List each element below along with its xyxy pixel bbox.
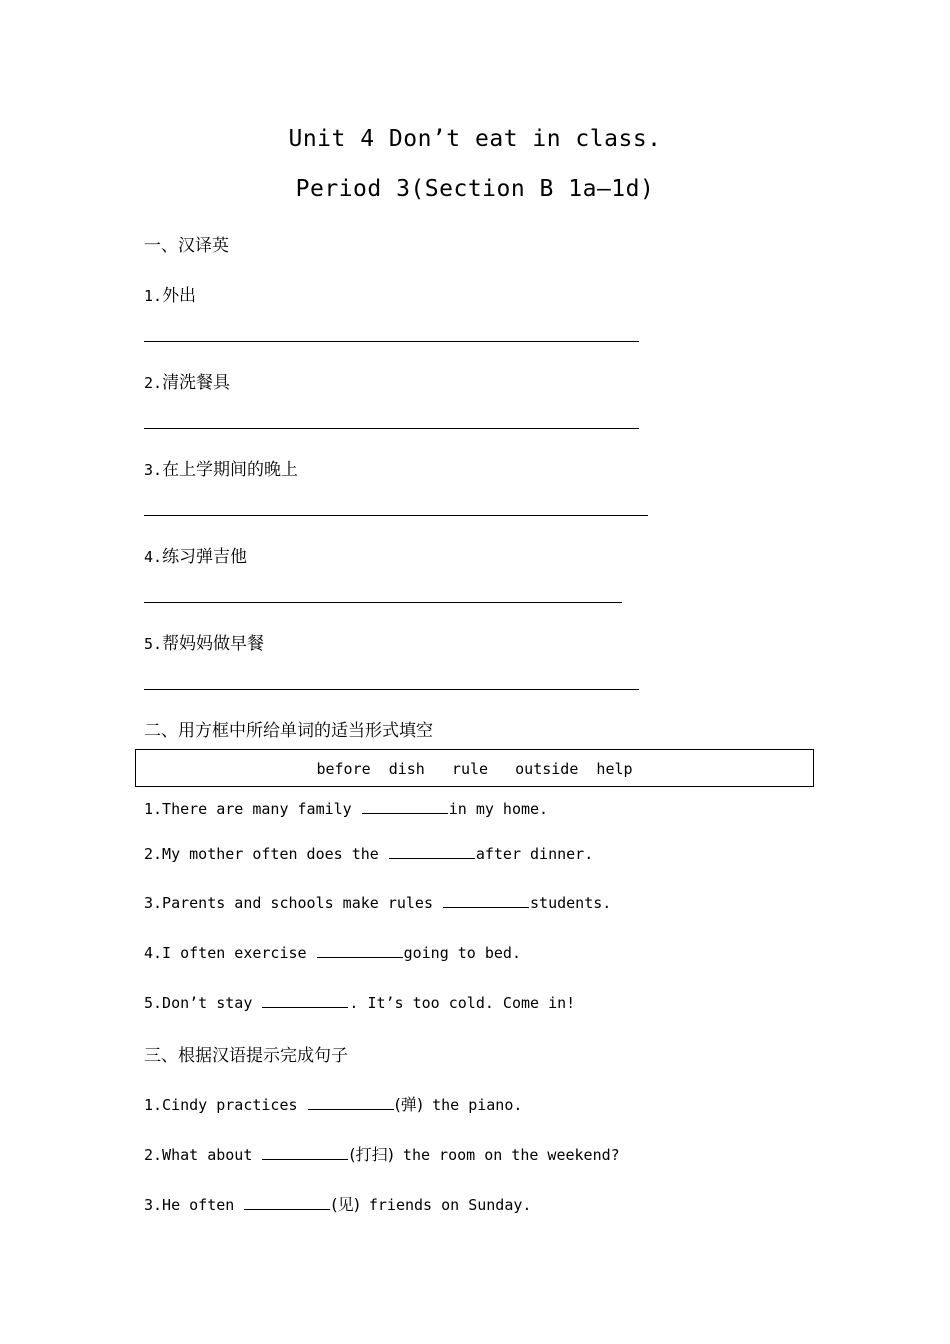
item-number: 4.: [144, 548, 163, 566]
item-number: 5.: [144, 635, 163, 653]
item-text: 外出: [162, 286, 197, 306]
sentence-end: in my home.: [448, 800, 549, 818]
section2-item-4: [144, 943, 521, 962]
section3-item-1: [144, 1092, 522, 1115]
chinese-hint: (见): [331, 1195, 360, 1214]
item-text: 在上学期间的晚上: [162, 460, 299, 480]
chinese-hint: (打扫): [349, 1145, 394, 1164]
sentence-end: friends on Sunday.: [359, 1196, 532, 1214]
fill-blank[interactable]: [262, 993, 348, 1008]
fill-blank[interactable]: [308, 1095, 394, 1110]
fill-blank[interactable]: [244, 1195, 330, 1210]
sentence-end: . It’s too cold. Come in!: [349, 994, 576, 1012]
section1-item-1: [144, 281, 196, 306]
item-text: 帮妈妈做早餐: [162, 634, 265, 654]
item-text: 清洗餐具: [162, 373, 231, 393]
section2-item-5: [144, 993, 575, 1012]
answer-line-1[interactable]: [144, 341, 639, 342]
sentence-start: 4.I often exercise: [144, 944, 316, 962]
chinese-hint: (弹): [394, 1095, 424, 1114]
section3-item-3: [144, 1192, 531, 1215]
page-title: Unit 4 Don’t eat in class.: [288, 126, 662, 152]
answer-line-2[interactable]: [144, 428, 639, 429]
fill-blank[interactable]: [262, 1145, 348, 1160]
sentence-end: the piano.: [423, 1096, 523, 1114]
fill-blank[interactable]: [443, 893, 529, 908]
sentence-end: going to bed.: [403, 944, 521, 962]
section1-heading: 一、汉译英: [144, 236, 229, 256]
item-text: 练习弹吉他: [162, 547, 248, 567]
item-number: 3.: [144, 461, 163, 479]
sentence-start: 2.What about: [144, 1146, 262, 1164]
section2-item-2: [144, 844, 593, 863]
sentence-start: 5.Don’t stay: [144, 994, 262, 1012]
fill-blank[interactable]: [317, 943, 403, 958]
section3-item-2: [144, 1142, 620, 1165]
word-box: [135, 749, 814, 787]
sentence-start: 3.He often: [144, 1196, 244, 1214]
page-subtitle: Period 3(Section B 1a—1d): [295, 176, 655, 202]
answer-line-5[interactable]: [144, 689, 639, 690]
section2-item-3: [144, 893, 611, 912]
answer-line-3[interactable]: [144, 515, 648, 516]
section2-heading: 二、用方框中所给单词的适当形式填空: [144, 721, 433, 741]
sentence-start: 2.My mother often does the: [144, 845, 388, 863]
section3-heading: 三、根据汉语提示完成句子: [144, 1046, 348, 1066]
word-box-words: before dish rule outside help: [316, 760, 633, 778]
fill-blank[interactable]: [389, 844, 475, 859]
section1-item-3: [144, 455, 298, 480]
sentence-start: 1.Cindy practices: [144, 1096, 307, 1114]
sentence-end: after dinner.: [475, 845, 594, 863]
answer-line-4[interactable]: [144, 602, 622, 603]
section1-item-4: [144, 542, 247, 567]
sentence-end: the room on the weekend?: [393, 1146, 620, 1164]
sentence-end: students.: [530, 894, 612, 912]
sentence-start: 1.There are many family: [144, 800, 361, 818]
section1-item-2: [144, 368, 230, 393]
fill-blank[interactable]: [362, 799, 448, 814]
item-number: 2.: [144, 374, 163, 392]
sentence-start: 3.Parents and schools make rules: [144, 894, 443, 912]
section2-item-1: [144, 799, 548, 818]
section1-item-5: [144, 629, 264, 654]
item-number: 1.: [144, 287, 163, 305]
